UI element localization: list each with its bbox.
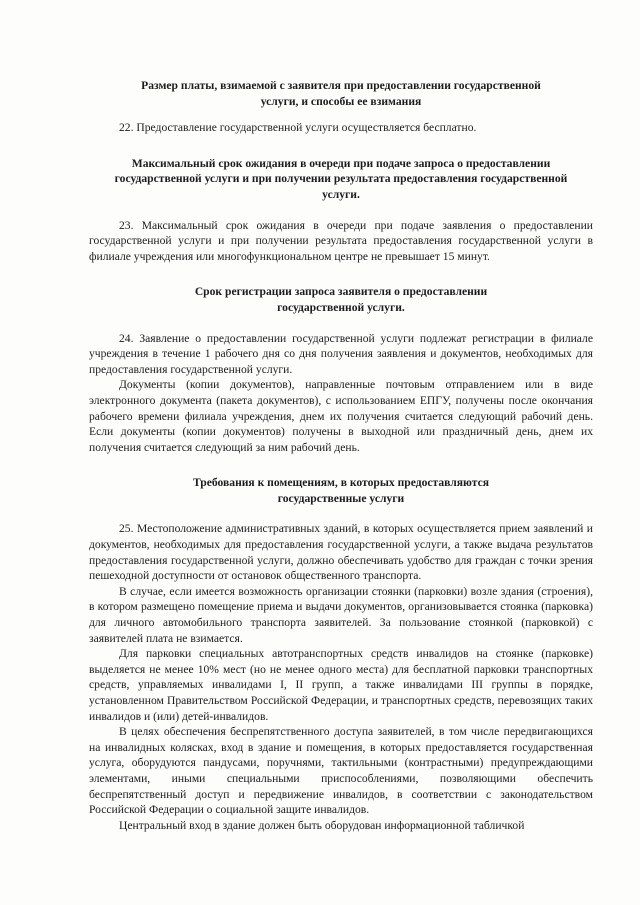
paragraph-25-accessibility: В целях обеспечения беспрепятственного доступа заявителей, в том числе передвигающихся на инвалидных колясках, вход в здание и помещения, в которых предоставляется государственная услуга, оборудуются пандусами, поручнями, тактильными (контрастными) предупреждающими элементами, иными специальными приспособлениями, позволяющими обеспечить беспрепятственный доступ и передвижение инвалидов, в соответствии с законодательством Российской Федерации о социальной защите инвалидов. [89, 725, 593, 817]
paragraph-23: 23. Максимальный срок ожидания в очереди при подаче заявления о предоставлении государственной услуги и при получении результата предоставления государственной услуги в филиале учреждения или многофункциональном центре не превышает 15 минут. [89, 218, 593, 263]
section-heading-fee: Размер платы, взимаемой с заявителя при предоставлении государственной услуги, и способы ее взимания [141, 79, 541, 108]
section-heading-premises: Требования к помещениям, в которых предоставляются государственные услуги [192, 476, 490, 505]
paragraph-25-disabled-parking: Для парковки специальных автотранспортных средств инвалидов на стоянке (парковке) выделяется не менее 10% мест (но не менее одного места) для бесплатной парковки транспортных средств, управляемых инвалидами I, II групп, а также инвалидами III группы в порядке, установленном Правительством Российской Федерации, и транспортных средств, перевозящих таких инвалидов и (или) детей-инвалидов. [89, 647, 593, 723]
paragraph-22: 22. Предоставление государственной услуги осуществляется бесплатно. [119, 121, 477, 135]
paragraph-24: 24. Заявление о предоставлении государственной услуги подлежат регистрации в филиале учреждения в течение 1 рабочего дня со дня получения заявления и документов, необходимых для предоставления государственной услуги. [89, 331, 593, 376]
section-heading-queue-time: Максимальный срок ожидания в очереди при подаче запроса о предоставлении государственной услуги и при получении результата предоставления государственной услуги. [114, 156, 568, 201]
paragraph-25-entrance: Центральный вход в здание должен быть оборудован информационной табличкой [119, 818, 525, 832]
paragraph-24-documents: Документы (копии документов), направленные почтовым отправлением или в виде электронного документа (пакета документов), с использованием ЕПГУ, получены после окончания рабочего времени филиала учреждения, днем их получения считается следующий рабочий день. Если документы (копии документов) получены в выходной или праздничный день, днем их получения считается следующий за ним рабочий день. [89, 378, 593, 454]
section-heading-registration: Срок регистрации запроса заявителя о предоставлении государственной услуги. [194, 285, 488, 314]
document-body [89, 78, 593, 833]
paragraph-25: 25. Местоположение административных зданий, в которых осуществляется прием заявлений и документов, необходимых для предоставления государственной услуги, а также выдача результатов предоставления государственной услуги, должно обеспечивать удобство для граждан с точки зрения пешеходной доступности от остановок общественного транспорта. [89, 522, 593, 583]
paragraph-25-parking: В случае, если имеется возможность организации стоянки (парковки) возле здания (строения), в котором размещено помещение приема и выдачи документов, организовывается стоянка (парковка) для личного автомобильного транспорта заявителей. За пользование стоянкой (парковкой) с заявителей плата не взимается. [89, 584, 593, 645]
